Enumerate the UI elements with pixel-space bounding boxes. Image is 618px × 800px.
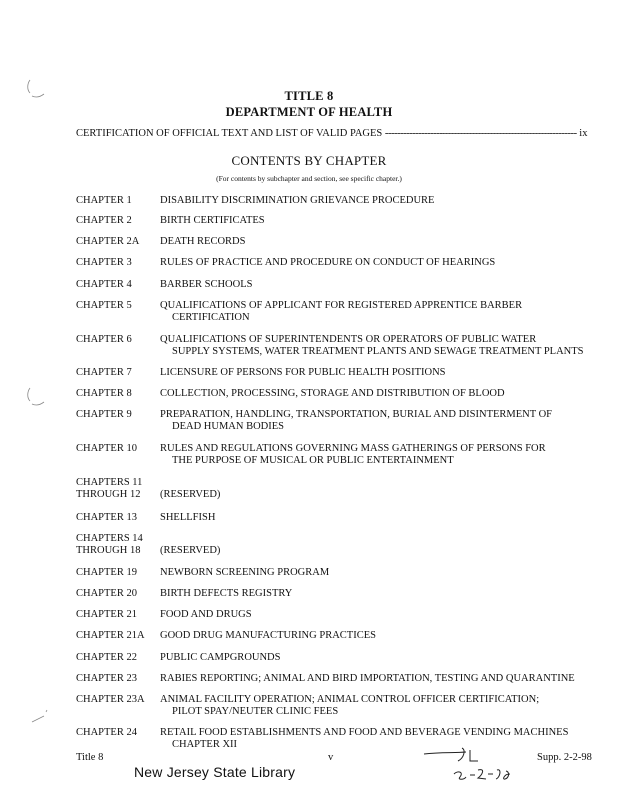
chapter-title-continuation: SUPPLY SYSTEMS, WATER TREATMENT PLANTS AND SEWAGE TREATMENT PLANTS [172,346,584,357]
chapter-title [160,334,596,358]
margin-hole-mark [22,76,50,104]
chapter-title [160,545,596,557]
chapter-title [160,367,596,379]
chapter-title-continuation: CERTIFICATION [172,312,250,323]
chapter-title [160,195,596,207]
chapter-number: CHAPTERS 14 THROUGH 18 [76,533,143,556]
chapter-title-text: (RESERVED) [160,489,221,500]
chapter-number: CHAPTER 23 [76,673,137,684]
chapter-title [160,727,596,751]
chapter-number: CHAPTER 21 [76,609,137,620]
chapter-title-continuation: PILOT SPAY/NEUTER CLINIC FEES [172,706,339,717]
chapter-number: CHAPTER 1 [76,195,132,206]
chapter-number: CHAPTER 2 [76,215,132,226]
chapter-title-text: ANIMAL FACILITY OPERATION; ANIMAL CONTROL OFFICER CERTIFICATION; [160,694,540,705]
chapter-title [160,609,596,621]
chapter-title-text: RULES OF PRACTICE AND PROCEDURE ON CONDUCT OF HEARINGS [160,257,496,268]
chapter-number: CHAPTER 21A [76,630,145,641]
chapter-number: CHAPTER 9 [76,409,132,420]
chapter-number: CHAPTER 5 [76,300,132,311]
chapter-title-text: QUALIFICATIONS OF APPLICANT FOR REGISTERED APPRENTICE BARBER [160,300,523,311]
margin-hole-mark [28,704,52,728]
chapter-number: CHAPTERS 11 THROUGH 12 [76,477,143,500]
handwritten-initials-mark [420,744,530,786]
chapter-number: CHAPTER 10 [76,443,137,454]
contents-note: (For contents by subchapter and section, see specific chapter.) [216,174,402,183]
chapter-number: CHAPTER 23A [76,694,145,705]
chapter-title [160,588,596,600]
chapter-title [160,652,596,664]
chapter-number: CHAPTER 20 [76,588,137,599]
chapter-number: CHAPTER 3 [76,257,132,268]
chapter-title [160,567,596,579]
chapter-number: CHAPTER 4 [76,279,132,290]
chapter-number: CHAPTER 13 [76,512,137,523]
chapter-title [160,215,596,227]
chapter-title-text: DISABILITY DISCRIMINATION GRIEVANCE PROCEDURE [160,195,435,206]
library-stamp: New Jersey State Library [134,764,296,780]
chapter-title [160,512,596,524]
chapter-title-text: (RESERVED) [160,545,221,556]
chapter-title [160,236,596,248]
footer-supplement-date: Supp. 2-2-98 [537,752,592,763]
chapter-title [160,279,596,291]
chapter-number: CHAPTER 7 [76,367,132,378]
chapter-title-text: PREPARATION, HANDLING, TRANSPORTATION, BURIAL AND DISINTERMENT OF [160,409,553,420]
footer-title: Title 8 [76,752,104,763]
chapter-title-text: BARBER SCHOOLS [160,279,253,290]
certification-leader: ---------------------------------------------------------------- [384,128,577,139]
chapter-number: CHAPTER 6 [76,334,132,345]
chapter-title-continuation: DEAD HUMAN BODIES [172,421,284,432]
certification-page: ix [579,128,588,139]
chapter-title-text: RETAIL FOOD ESTABLISHMENTS AND FOOD AND BEVERAGE VENDING MACHINES [160,727,569,738]
contents-heading: CONTENTS BY CHAPTER [231,153,387,168]
chapter-title [160,257,596,269]
chapter-title-text: BIRTH DEFECTS REGISTRY [160,588,293,599]
chapter-title-continuation: CHAPTER XII [172,739,238,750]
chapter-title [160,673,596,685]
chapter-title-text: DEATH RECORDS [160,236,246,247]
department-name: DEPARTMENT OF HEALTH [225,105,393,119]
chapter-title [160,489,596,501]
chapter-title-text: RABIES REPORTING; ANIMAL AND BIRD IMPORTATION, TESTING AND QUARANTINE [160,673,575,684]
chapter-title-text: LICENSURE OF PERSONS FOR PUBLIC HEALTH POSITIONS [160,367,446,378]
title-block [0,88,618,120]
footer-page-number: v [328,752,334,763]
chapter-title-text: SHELLFISH [160,512,216,523]
chapter-title [160,443,596,467]
chapter-title-text: FOOD AND DRUGS [160,609,252,620]
chapter-title-continuation: THE PURPOSE OF MUSICAL OR PUBLIC ENTERTAINMENT [172,455,454,466]
chapter-title [160,300,596,324]
chapter-title [160,630,596,642]
chapter-title [160,694,596,718]
chapter-title-text: GOOD DRUG MANUFACTURING PRACTICES [160,630,376,641]
chapter-number: CHAPTER 8 [76,388,132,399]
title-number: TITLE 8 [284,89,334,103]
certification-line [76,128,596,139]
chapter-title-text: PUBLIC CAMPGROUNDS [160,652,281,663]
margin-hole-mark [22,384,50,412]
chapter-title-text: NEWBORN SCREENING PROGRAM [160,567,330,578]
chapter-number: CHAPTER 22 [76,652,137,663]
chapter-title [160,409,596,433]
chapter-number: CHAPTER 2A [76,236,140,247]
chapter-title [160,388,596,400]
chapter-title-text: QUALIFICATIONS OF SUPERINTENDENTS OR OPERATORS OF PUBLIC WATER [160,334,537,345]
certification-label: CERTIFICATION OF OFFICIAL TEXT AND LIST OF VALID PAGES [76,128,383,139]
chapter-title-text: COLLECTION, PROCESSING, STORAGE AND DISTRIBUTION OF BLOOD [160,388,505,399]
chapter-title-text: RULES AND REGULATIONS GOVERNING MASS GATHERINGS OF PERSONS FOR [160,443,546,454]
chapter-number: CHAPTER 19 [76,567,137,578]
chapter-title-text: BIRTH CERTIFICATES [160,215,265,226]
chapter-number: CHAPTER 24 [76,727,137,738]
